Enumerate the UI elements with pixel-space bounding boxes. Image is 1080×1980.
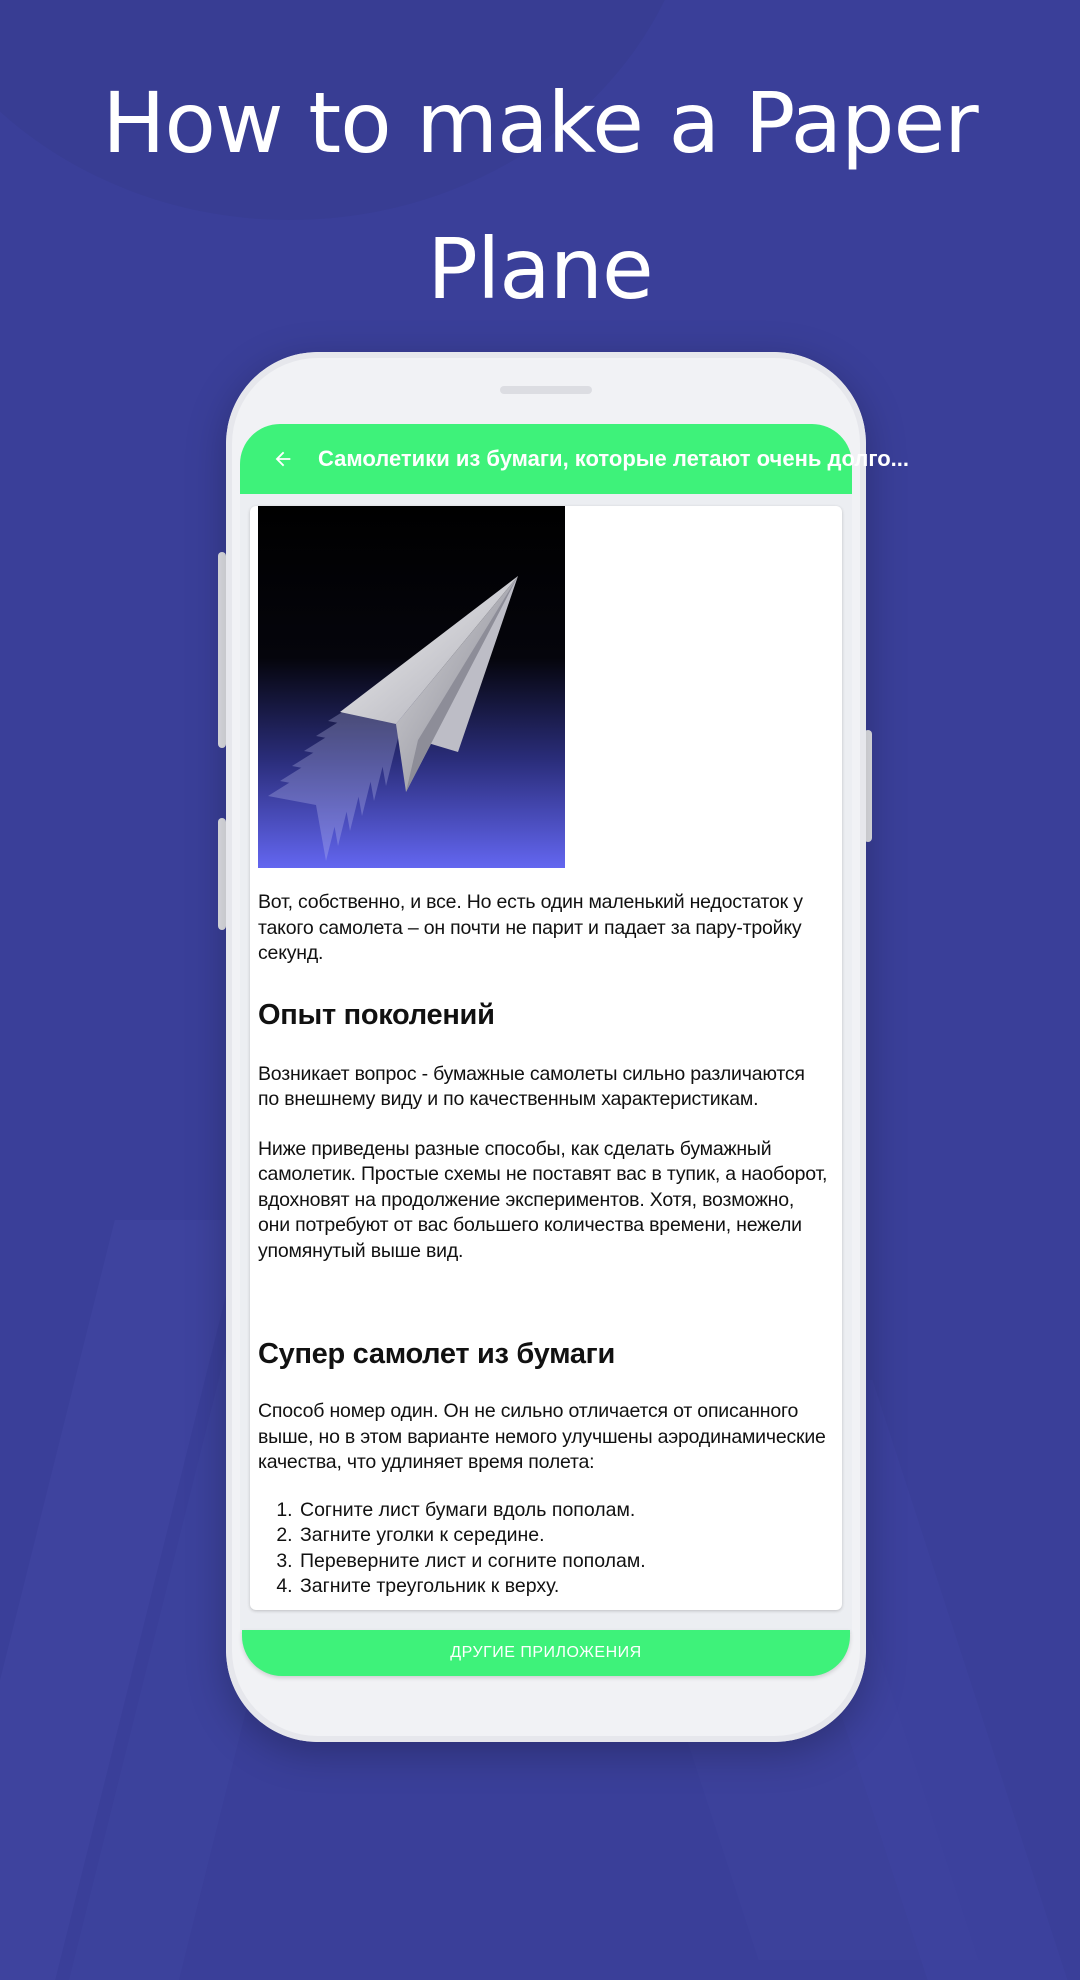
article-paragraph: Возникает вопрос - бумажные самолеты сильно различаются по внешнему виду и по качественным характеристикам. [258, 1062, 805, 1110]
phone-volume-up-button [218, 552, 226, 748]
list-item: 2. Загните уголки к середине. [298, 1523, 828, 1549]
app-bar [240, 424, 909, 494]
phone-speaker [500, 386, 592, 394]
app-bar-title: Самолетики из бумаги, которые летают очень долго... [318, 446, 909, 471]
article-card[interactable] [250, 506, 842, 1610]
phone-volume-down-button [218, 818, 226, 930]
article-paragraph: Ниже приведены разные способы, как сделать бумажный самолетик. Простые схемы не поставят вас в тупик, а наоборот, вдохновят на продолжение экспериментов. Хотя, возможно, они потребуют от вас большего количества времени, нежели упомянутый выше вид. [258, 1137, 828, 1262]
paper-plane-image [258, 506, 565, 868]
arrow-left-icon[interactable] [270, 446, 296, 472]
article-heading: Опыт поколений [258, 998, 495, 1031]
article-heading: Супер самолет из бумаги [258, 1338, 615, 1370]
article-paragraph: Способ номер один. Он не сильно отличается от описанного выше, но в этом варианте немого улучшены аэродинамические качества, что удлиняет время полета: [258, 1400, 826, 1473]
promo-headline: How to make a Paper Plane [102, 74, 978, 318]
article-paragraph: Вот, собственно, и все. Но есть один маленький недостаток у такого самолета – он почти не парит и падает за пару-тройку секунд. [258, 891, 803, 964]
article-content [258, 506, 828, 1600]
steps-list [258, 1498, 828, 1600]
list-item: 3. Переверните лист и согните пополам. [298, 1549, 828, 1575]
list-item: 1. Согните лист бумаги вдоль пополам. [298, 1498, 828, 1524]
list-item: 4. Загните треугольник к верху. [298, 1574, 828, 1600]
other-apps-button[interactable]: ДРУГИЕ ПРИЛОЖЕНИЯ [242, 1630, 850, 1676]
